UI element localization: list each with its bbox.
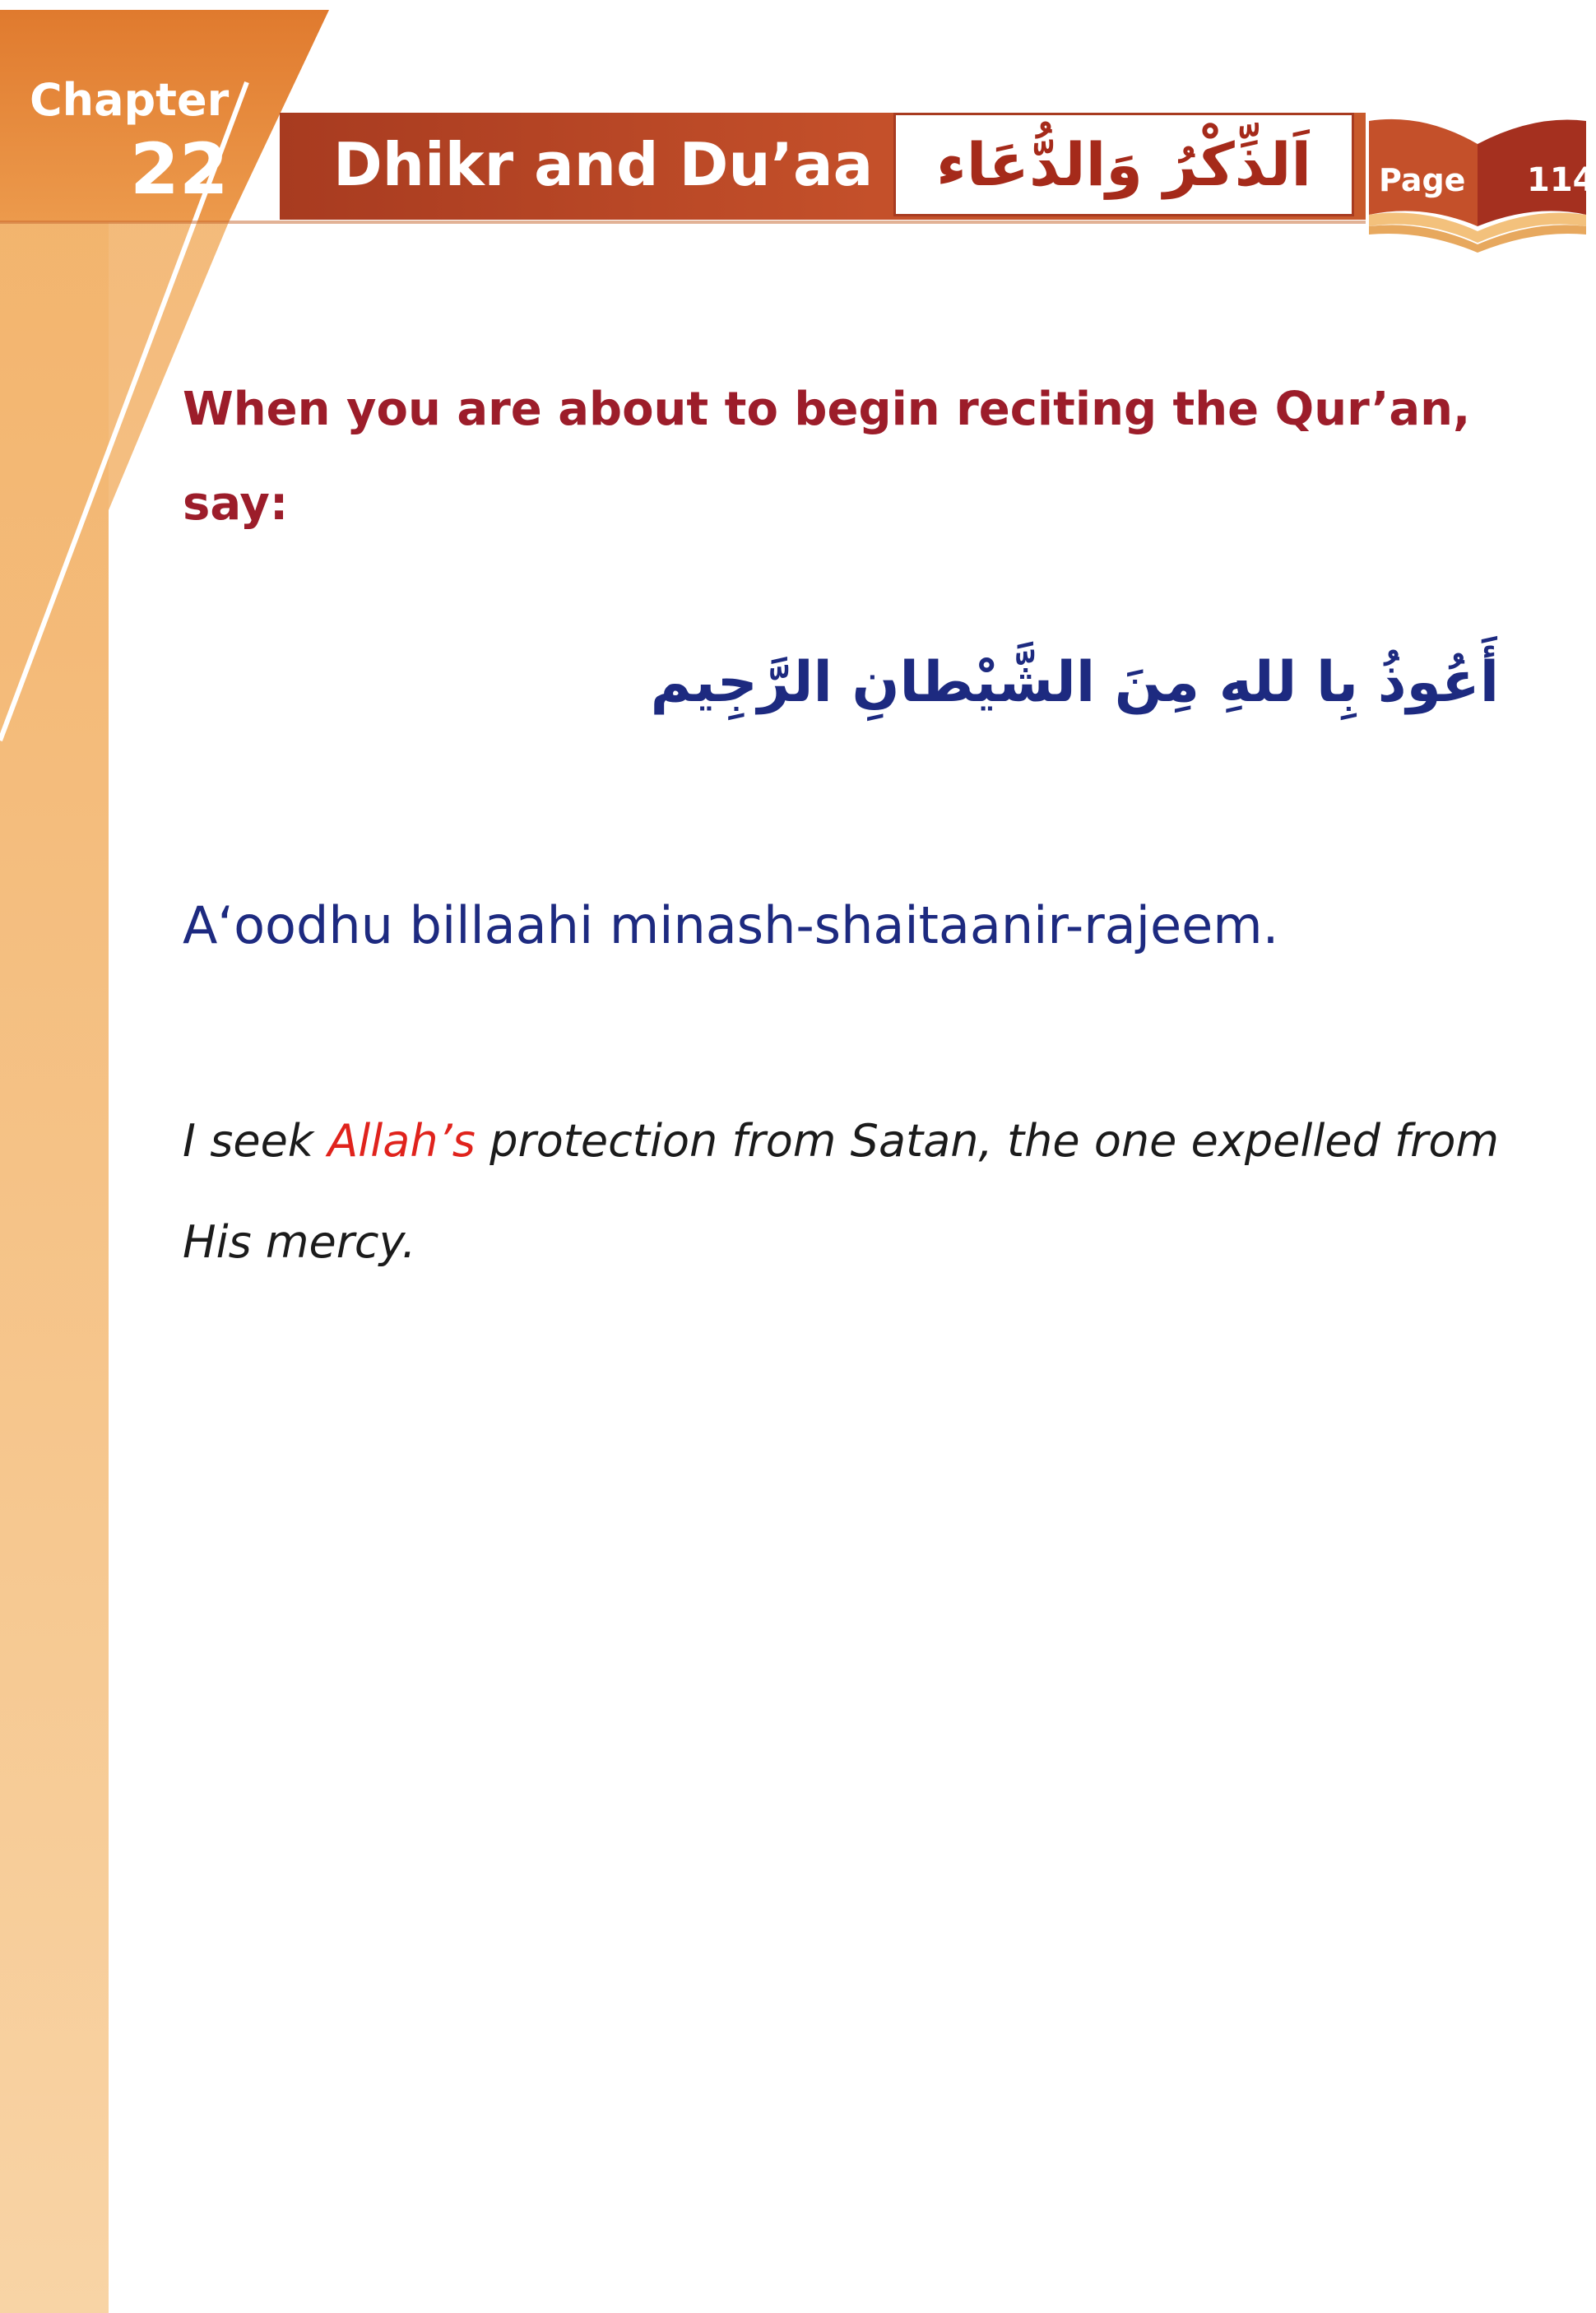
chapter-number: 22 <box>130 128 229 211</box>
chapter-title: Dhikr and Du’aa <box>333 130 874 199</box>
dua-arabic-text: أَعُوذُ بِا للهِ مِنَ الشَّيْطانِ الرَّجِيم <box>650 650 1499 715</box>
translation-text-before: I seek <box>183 1115 328 1167</box>
instruction-text: When you are about to begin reciting the Qur’an, say: <box>183 383 1471 531</box>
page-number: 114 <box>1527 161 1596 199</box>
translation-text <box>183 1090 1499 1293</box>
arabic-title-box <box>893 113 1354 216</box>
arabic-title: اَلذِّكْرُ وَالدُّعَاء <box>935 130 1312 199</box>
transliteration-text: A‘oodhu billaahi minash-shaitaanir-rajeem. <box>183 895 1279 955</box>
header-underline <box>0 221 1366 224</box>
translation-text-after: protection from Satan, the one expelled from His mercy. <box>183 1115 1499 1268</box>
translation-highlight: Allah’s <box>327 1115 476 1167</box>
page-label: Page <box>1379 162 1466 198</box>
chapter-label: Chapter <box>30 74 230 126</box>
